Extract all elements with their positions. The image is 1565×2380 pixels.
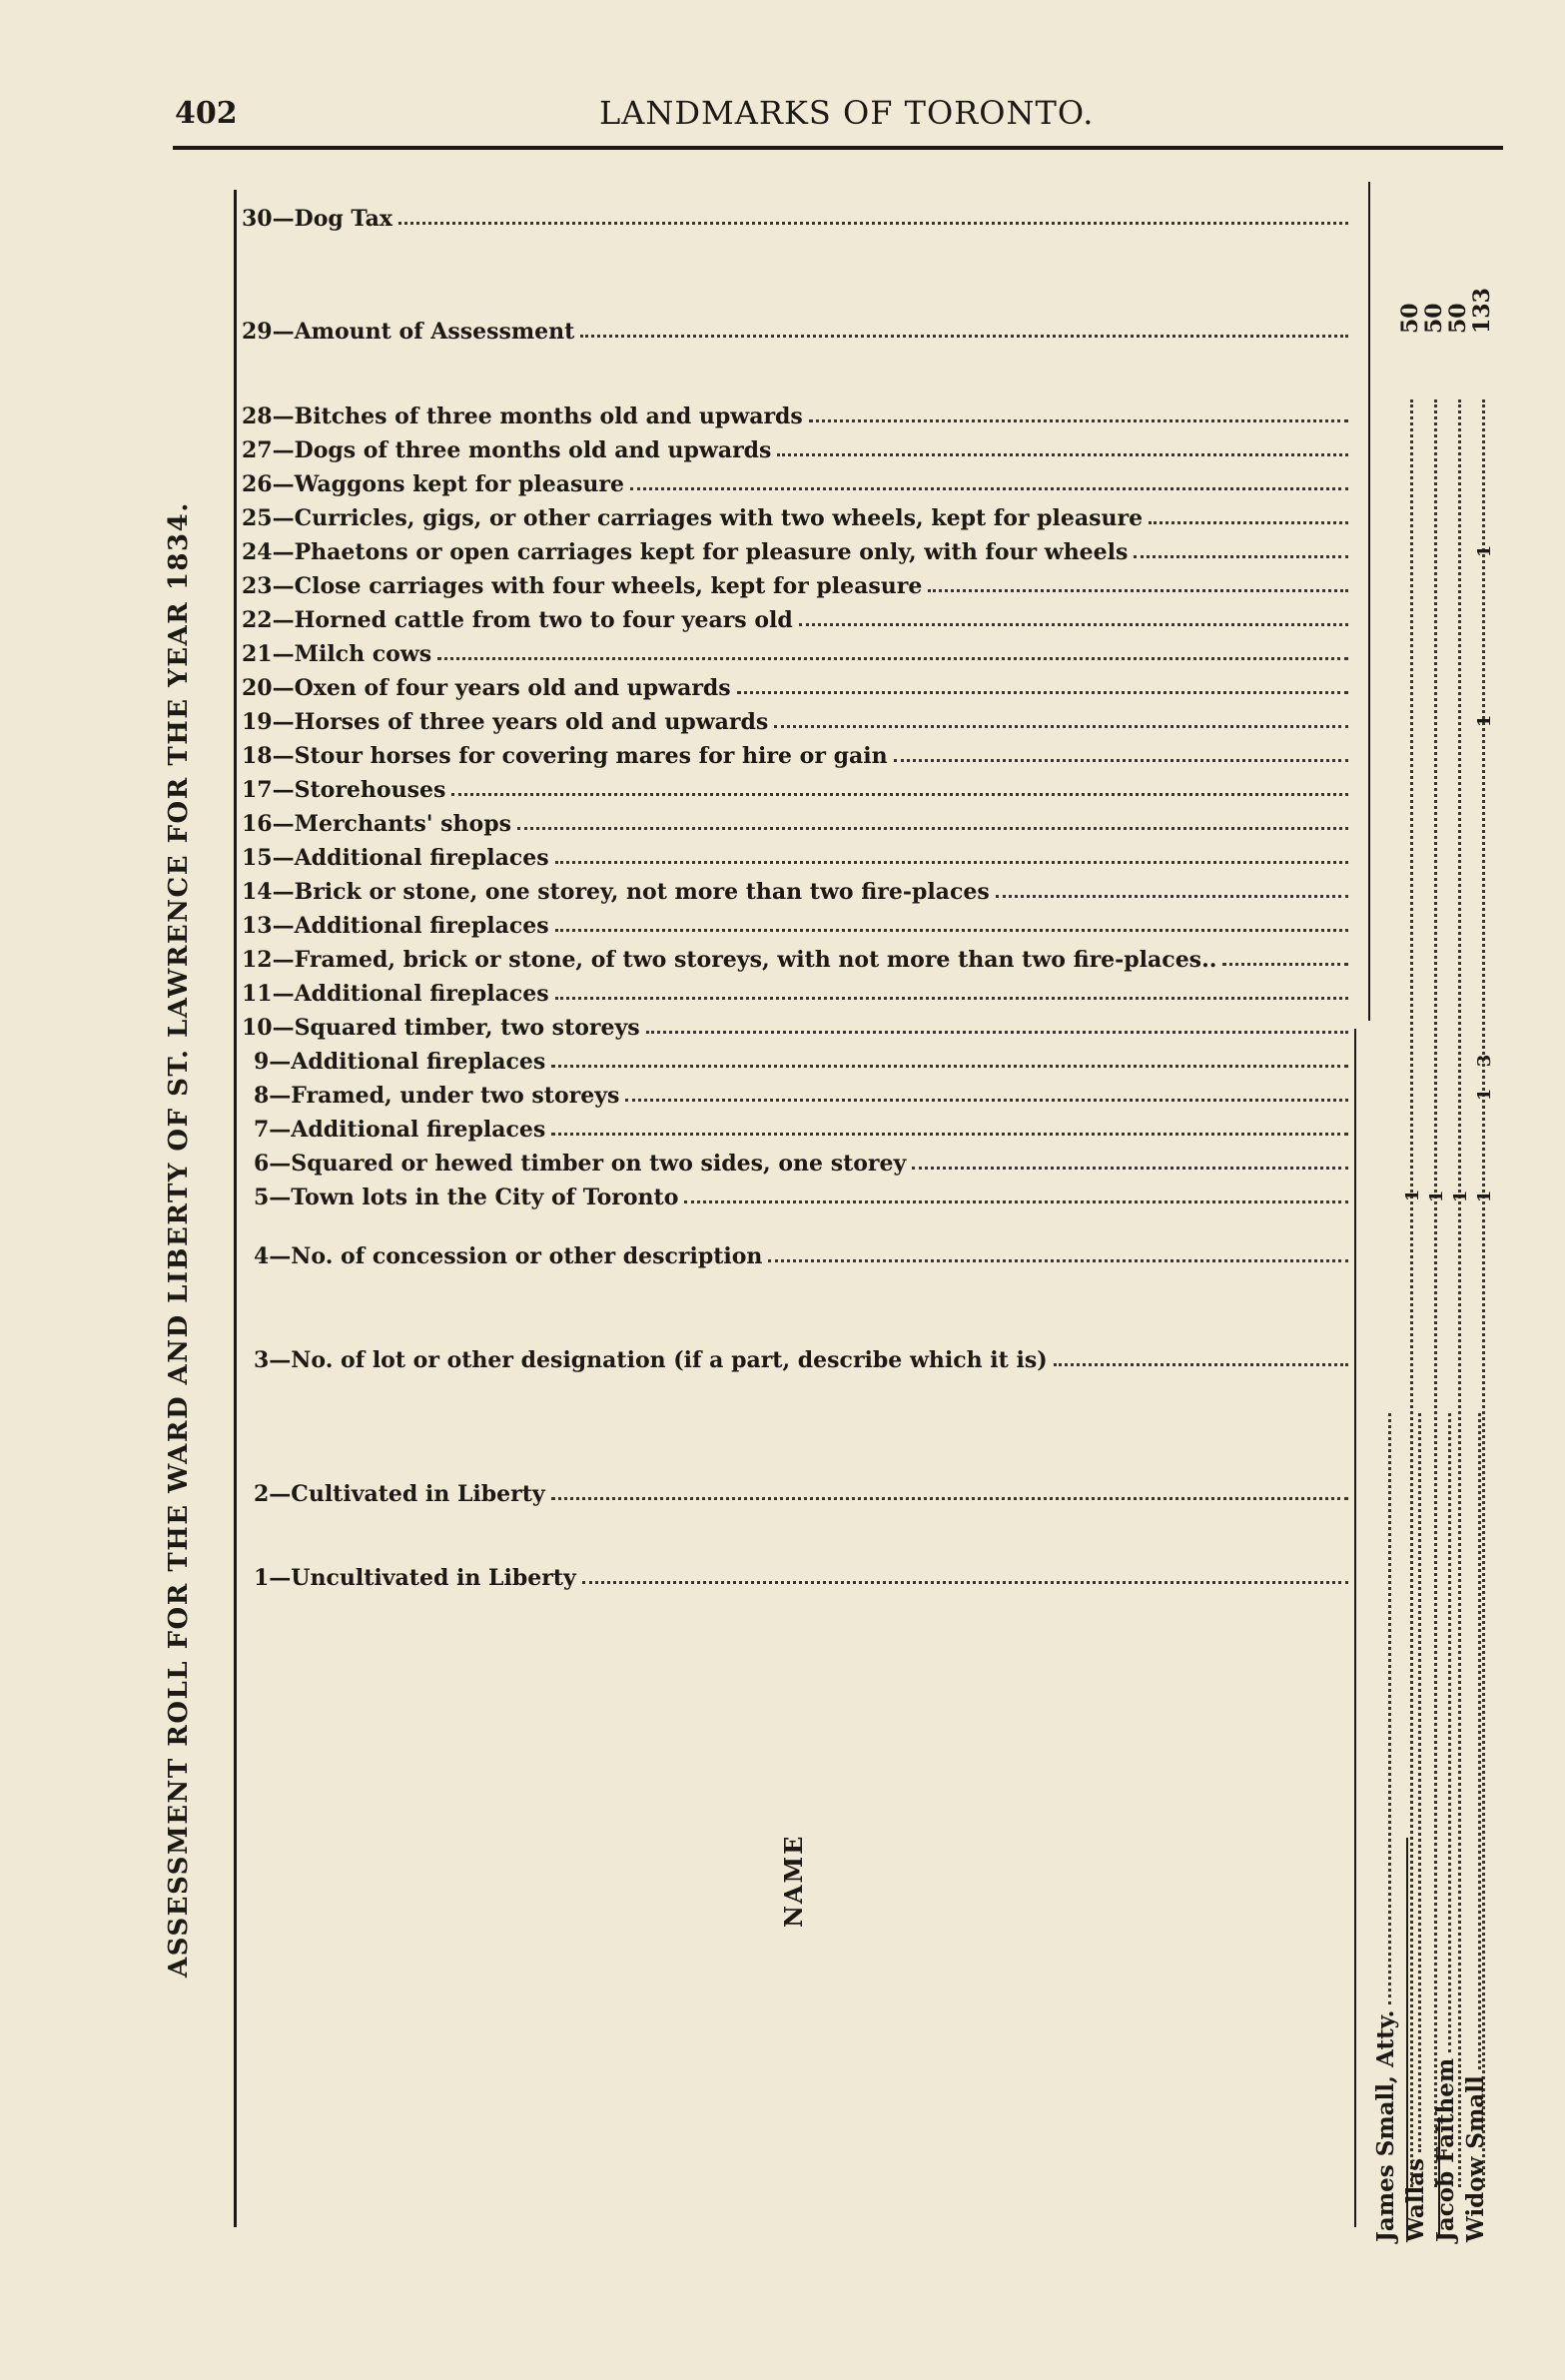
assessment-value: 50 <box>1445 303 1471 334</box>
column-5-label: 5—Town lots in the City of Toronto <box>254 1184 1352 1211</box>
column-2-label: 2—Cultivated in Liberty <box>254 1480 1352 1508</box>
cell-c5-wallas: 1 <box>1426 1190 1447 1203</box>
column-20-label: 20—Oxen of four years old and upwards <box>242 674 1352 702</box>
column-13-label: 13—Additional fireplaces <box>242 912 1352 940</box>
column-16-label: 16—Merchants' shops <box>242 810 1352 838</box>
side-title: ASSESSMENT ROLL FOR THE WARD AND LIBERTY OF ST. LAWRENCE FOR THE YEAR 1834. <box>164 501 194 1978</box>
cell-c24-widow: 1 <box>1474 544 1495 558</box>
column-26-label: 26—Waggons kept for pleasure <box>242 470 1352 498</box>
column-10-label: 10—Squared timber, two storeys <box>242 1014 1352 1042</box>
entry-name: Jacob Faithem <box>1430 1413 1460 2242</box>
header-rule <box>173 146 1503 150</box>
column-6-label: 6—Squared or hewed timber on two sides, one storey <box>254 1150 1352 1178</box>
cell-c5-jacob: 1 <box>1450 1190 1471 1203</box>
assessment-totals <box>1398 264 1494 334</box>
column-24-label: 24—Phaetons or open carriages kept for pleasure only, with four wheels <box>242 538 1352 566</box>
assessment-value: 50 <box>1421 303 1447 334</box>
column-25-label: 25—Curricles, gigs, or other carriages with two wheels, kept for pleasure <box>242 504 1352 532</box>
left-rule <box>234 190 237 2227</box>
column-8-label: 8—Framed, under two storeys <box>254 1082 1352 1110</box>
right-rule-upper <box>1368 182 1370 1021</box>
column-3-label: 3—No. of lot or other designation (if a part, describe which it is) <box>254 1346 1352 1374</box>
assessment-value: 133 <box>1469 288 1495 334</box>
column-12-label: 12—Framed, brick or stone, of two storeys, with not more than two fire-places.. <box>242 946 1352 974</box>
column-15-label: 15—Additional fireplaces <box>242 844 1352 872</box>
column-7-label: 7—Additional fireplaces <box>254 1116 1352 1144</box>
column-17-label: 17—Storehouses <box>242 776 1352 804</box>
column-4-label: 4—No. of concession or other description <box>254 1242 1352 1270</box>
right-rule-lower <box>1354 1029 1356 2227</box>
column-30-label: 30—Dog Tax <box>242 205 1352 233</box>
column-28-label: 28—Bitches of three months old and upwards <box>242 402 1352 430</box>
page-number: 402 <box>175 96 238 131</box>
cell-c8-widow: 1 <box>1474 1088 1495 1102</box>
cell-c9-widow: 3 <box>1474 1054 1495 1068</box>
column-18-label: 18—Stour horses for covering mares for hire or gain <box>242 742 1352 770</box>
column-19-label: 19—Horses of three years old and upwards <box>242 708 1352 736</box>
running-head: LANDMARKS OF TORONTO. <box>599 94 1095 132</box>
column-23-label: 23—Close carriages with four wheels, kept for pleasure <box>242 572 1352 600</box>
column-22-label: 22—Horned cattle from two to four years old <box>242 606 1352 634</box>
names-block <box>1370 1413 1500 2242</box>
entry-name: Widow Small <box>1460 1413 1490 2242</box>
column-11-label: 11—Additional fireplaces <box>242 980 1352 1008</box>
cell-c19-widow: 1 <box>1474 714 1495 728</box>
column-1-label: 1—Uncultivated in Liberty <box>254 1564 1352 1592</box>
column-21-label: 21—Milch cows <box>242 640 1352 668</box>
entry-name: Wallas <box>1400 1413 1430 2242</box>
cell-c5-james: 1 <box>1402 1189 1423 1202</box>
cell-c5-widow: 1 <box>1474 1190 1495 1203</box>
name-column-header: NAME <box>779 1834 808 1928</box>
column-9-label: 9—Additional fireplaces <box>254 1048 1352 1076</box>
column-27-label: 27—Dogs of three months old and upwards <box>242 436 1352 464</box>
column-29-label: 29—Amount of Assessment <box>242 318 1352 346</box>
entry-name: James Small, Atty. <box>1370 1413 1400 2242</box>
assessment-value: 50 <box>1397 303 1423 334</box>
column-14-label: 14—Brick or stone, one storey, not more than two fire-places <box>242 878 1352 906</box>
